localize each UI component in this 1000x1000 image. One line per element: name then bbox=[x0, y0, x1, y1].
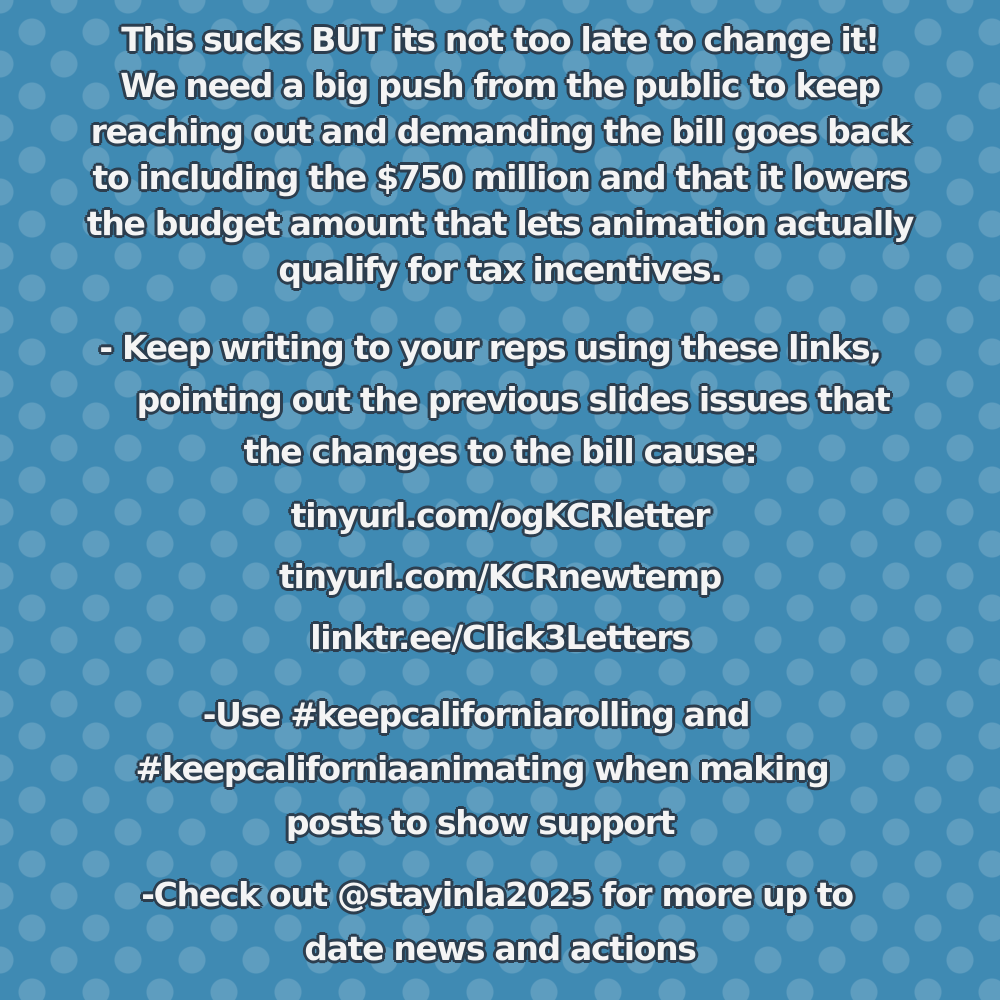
intro-line: to including the $750 million and that it lowers bbox=[92, 158, 908, 197]
link-list bbox=[0, 485, 1000, 668]
link-item[interactable]: tinyurl.com/ogKCRletter bbox=[290, 496, 710, 535]
link-item[interactable]: tinyurl.com/KCRnewtemp bbox=[278, 557, 722, 596]
action-point-line: the changes to the bill cause: bbox=[243, 432, 757, 471]
action-point-line: date news and actions bbox=[304, 929, 696, 968]
action-point-line: posts to show support bbox=[285, 803, 675, 842]
action-point-line: #keepcaliforniaanimating when making bbox=[135, 749, 829, 788]
link-item[interactable]: linktr.ee/Click3Letters bbox=[310, 618, 690, 657]
action-point-follow-account bbox=[0, 868, 1000, 976]
action-point-hashtags bbox=[0, 688, 1000, 850]
action-point-write-reps bbox=[0, 322, 1000, 478]
intro-line: This sucks BUT its not too late to change it! bbox=[121, 20, 879, 59]
intro-line: the budget amount that lets animation actually bbox=[86, 204, 914, 243]
action-point-line: -Use #keepcaliforniarolling and bbox=[202, 695, 750, 734]
action-point-line: pointing out the previous slides issues that bbox=[136, 380, 890, 419]
intro-line: reaching out and demanding the bill goes back bbox=[90, 112, 910, 151]
intro-line: qualify for tax incentives. bbox=[278, 250, 722, 289]
intro-paragraph bbox=[0, 17, 1000, 293]
intro-line: We need a big push from the public to keep bbox=[120, 66, 880, 105]
action-point-line: -Check out @stayinla2025 for more up to bbox=[141, 875, 853, 914]
action-point-line: - Keep writing to your reps using these links, bbox=[99, 328, 881, 367]
